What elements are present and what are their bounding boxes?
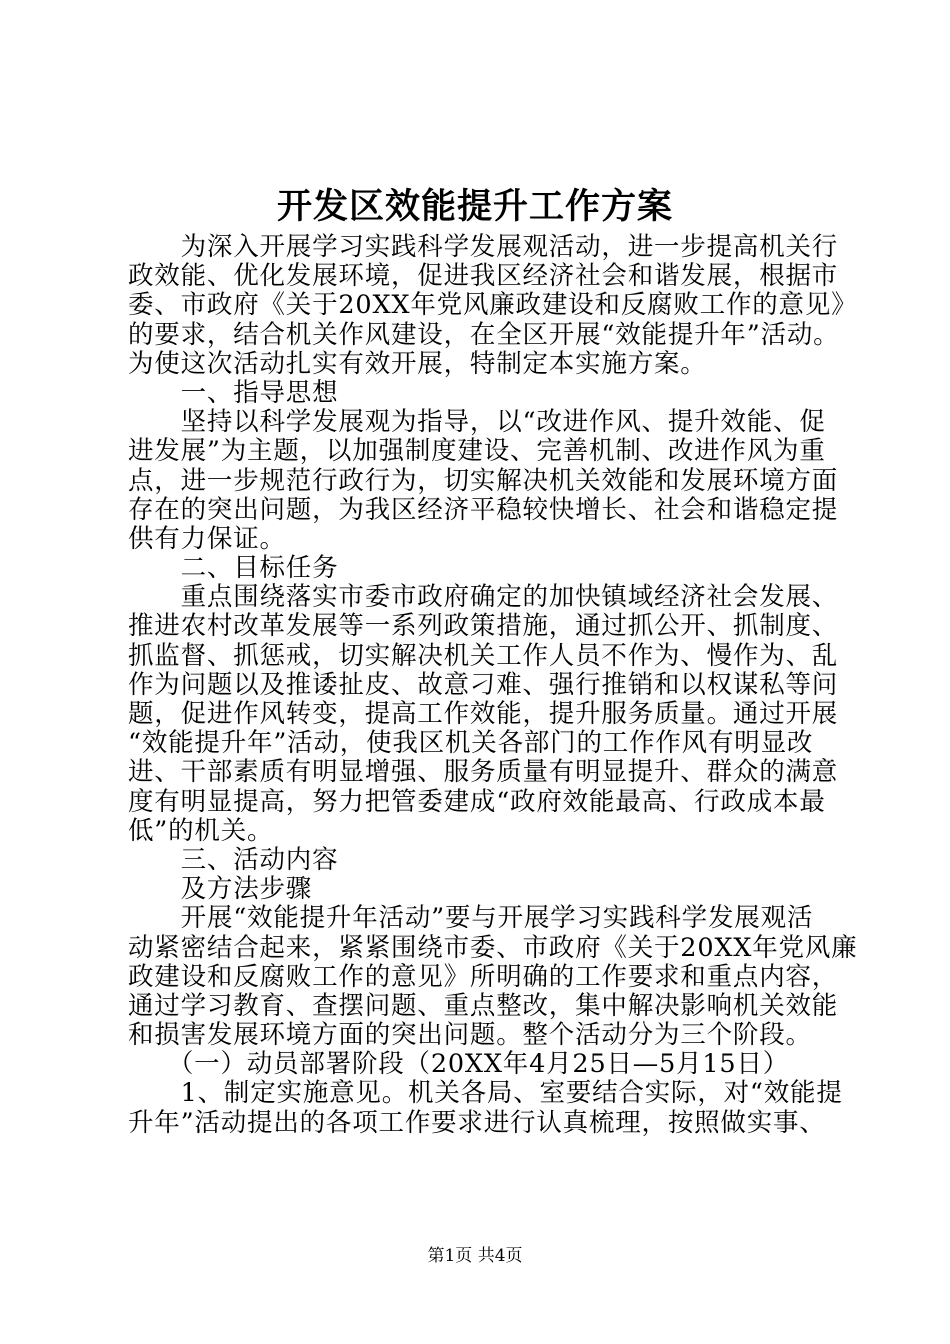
text-line: 1、制定实施意见。机关各局、室要结合实际，对“效能提 <box>128 1078 843 1109</box>
text-line: 点，进一步规范行政行为，切实解决机关效能和发展环境方面 <box>128 465 839 496</box>
text-line: 进、干部素质有明显增强、服务质量有明显提升、群众的满意 <box>128 757 839 788</box>
text-line: 政效能、优化发展环境，促进我区经济社会和谐发展，根据市 <box>128 261 839 292</box>
text-line: 进发展”为主题，以加强制度建设、完善机制、改进作风为重 <box>128 436 826 467</box>
text-line: 通过学习教育、查摆问题、重点整改，集中解决影响机关效能 <box>128 990 839 1021</box>
text-line: 坚持以科学发展观为指导，以“改进作风、提升效能、促 <box>128 407 826 438</box>
page-footer: 第1页 共4页 <box>427 1246 523 1266</box>
section-heading: 三、活动内容 <box>128 844 339 875</box>
text-line: 为使这次活动扎实有效开展，特制定本实施方案。 <box>128 348 707 379</box>
subsection-heading: （一）动员部署阶段（20XX年4月25日—5月15日） <box>128 1049 790 1080</box>
text-line: 抓监督、抓惩戒，切实解决机关工作人员不作为、慢作为、乱 <box>128 640 839 671</box>
text-line: 和损害发展环境方面的突出问题。整个活动分为三个阶段。 <box>128 1020 812 1051</box>
section-heading: 及方法步骤 <box>128 874 313 905</box>
document-title: 开发区效能提升工作方案 <box>276 186 673 227</box>
text-line: 低”的机关。 <box>128 815 274 846</box>
text-line: 题，促进作风转变，提高工作效能，提升服务质量。通过开展 <box>128 699 839 729</box>
section-heading: 二、目标任务 <box>128 553 339 584</box>
text-line: 升年”活动提出的各项工作要求进行认真梳理，按照做实事、 <box>128 1107 826 1138</box>
text-line: 推进农村改革发展等一系列政策措施，通过抓公开、抓制度、 <box>128 611 839 642</box>
document-body <box>128 232 858 1138</box>
text-line: 的要求，结合机关作风建设，在全区开展“效能提升年”活动。 <box>128 319 840 350</box>
text-line: 重点围绕落实市委市政府确定的加快镇域经济社会发展、 <box>128 582 839 613</box>
text-line: 政建设和反腐败工作的意见》所明确的工作要求和重点内容， <box>128 961 839 992</box>
text-line: 开展“效能提升年活动”要与开展学习实践科学发展观活 <box>128 903 814 934</box>
text-line: “效能提升年”活动，使我区机关各部门的工作作风有明显改 <box>128 728 814 759</box>
text-line: 作为问题以及推诿扯皮、故意刁难、强行推销和以权谋私等问 <box>128 669 839 700</box>
text-line: 委、市政府《关于20XX年党风廉政建设和反腐败工作的意见》 <box>128 290 858 321</box>
text-line: 存在的突出问题，为我区经济平稳较快增长、社会和谐稳定提 <box>128 494 839 525</box>
text-line: 度有明显提高，努力把管委建成“政府效能最高、行政成本最 <box>128 786 826 817</box>
text-line: 供有力保证。 <box>128 523 286 554</box>
text-line: 动紧密结合起来，紧紧围绕市委、市政府《关于20XX年党风廉 <box>128 932 858 963</box>
text-line: 为深入开展学习实践科学发展观活动，进一步提高机关行 <box>128 232 839 262</box>
section-heading: 一、指导思想 <box>128 377 339 408</box>
